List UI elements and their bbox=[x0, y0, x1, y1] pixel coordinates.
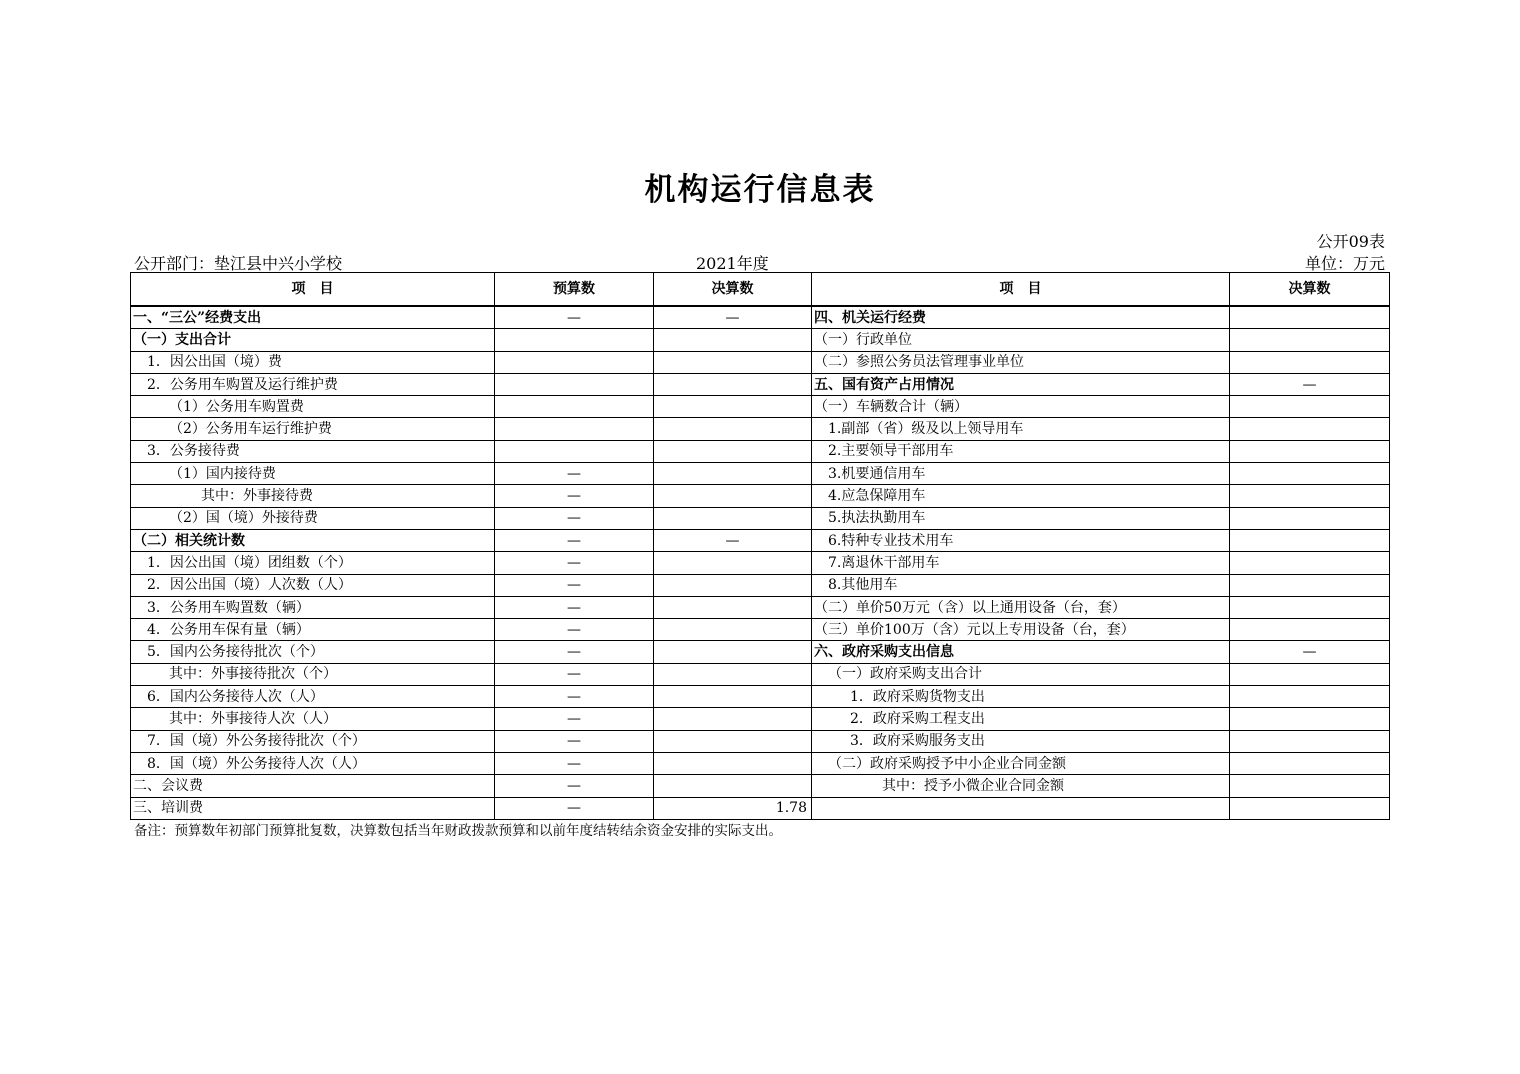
left-item-cell: 1．因公出国（境）费 bbox=[131, 351, 495, 373]
right-final-cell bbox=[1230, 708, 1390, 730]
left-item-cell: （2）国（境）外接待费 bbox=[131, 507, 495, 529]
left-item-cell: 其中：外事接待费 bbox=[131, 485, 495, 507]
right-item-cell: （一）行政单位 bbox=[812, 329, 1230, 351]
header-left-item: 项 目 bbox=[131, 273, 495, 307]
left-item-cell: 3．公务接待费 bbox=[131, 440, 495, 462]
table-row bbox=[131, 463, 1390, 485]
budget-cell bbox=[495, 418, 654, 440]
final-cell bbox=[654, 373, 812, 395]
right-final-cell bbox=[1230, 463, 1390, 485]
table-row bbox=[131, 440, 1390, 462]
form-number: 公开09表 bbox=[1316, 232, 1385, 251]
table-row bbox=[131, 775, 1390, 797]
left-item-cell: 8．国（境）外公务接待人次（人） bbox=[131, 752, 495, 774]
final-cell bbox=[654, 641, 812, 663]
header-right-final: 决算数 bbox=[1230, 273, 1390, 307]
budget-cell: — bbox=[495, 574, 654, 596]
budget-cell bbox=[495, 373, 654, 395]
left-item-cell: （2）公务用车运行维护费 bbox=[131, 418, 495, 440]
right-item-cell: （一）政府采购支出合计 bbox=[812, 663, 1230, 685]
left-item-cell: 5．国内公务接待批次（个） bbox=[131, 641, 495, 663]
table-row bbox=[131, 507, 1390, 529]
right-final-cell bbox=[1230, 663, 1390, 685]
right-item-cell: 7.离退休干部用车 bbox=[812, 552, 1230, 574]
right-final-cell bbox=[1230, 552, 1390, 574]
right-item-cell: 4.应急保障用车 bbox=[812, 485, 1230, 507]
right-item-cell bbox=[812, 797, 1230, 819]
table-row bbox=[131, 574, 1390, 596]
right-final-cell bbox=[1230, 529, 1390, 551]
table-row bbox=[131, 373, 1390, 395]
budget-cell: — bbox=[495, 708, 654, 730]
right-item-cell: 1．政府采购货物支出 bbox=[812, 686, 1230, 708]
right-final-cell bbox=[1230, 306, 1390, 329]
right-final-cell bbox=[1230, 797, 1390, 819]
right-final-cell bbox=[1230, 574, 1390, 596]
budget-cell: — bbox=[495, 529, 654, 551]
right-item-cell: 六、政府采购支出信息 bbox=[812, 641, 1230, 663]
right-item-cell: 6.特种专业技术用车 bbox=[812, 529, 1230, 551]
budget-cell: — bbox=[495, 552, 654, 574]
right-item-cell: 其中：授予小微企业合同金额 bbox=[812, 775, 1230, 797]
table-row bbox=[131, 552, 1390, 574]
budget-cell bbox=[495, 329, 654, 351]
right-final-cell bbox=[1230, 351, 1390, 373]
final-cell bbox=[654, 574, 812, 596]
right-final-cell bbox=[1230, 596, 1390, 618]
right-item-cell: 3．政府采购服务支出 bbox=[812, 730, 1230, 752]
table-row bbox=[131, 418, 1390, 440]
left-item-cell: 7．国（境）外公务接待批次（个） bbox=[131, 730, 495, 752]
table-row bbox=[131, 306, 1390, 329]
right-item-cell: 四、机关运行经费 bbox=[812, 306, 1230, 329]
right-item-cell: 5.执法执勤用车 bbox=[812, 507, 1230, 529]
final-cell: — bbox=[654, 529, 812, 551]
right-final-cell bbox=[1230, 730, 1390, 752]
table-body bbox=[131, 306, 1390, 819]
budget-cell: — bbox=[495, 686, 654, 708]
table-row bbox=[131, 708, 1390, 730]
left-item-cell: 二、会议费 bbox=[131, 775, 495, 797]
budget-cell bbox=[495, 440, 654, 462]
final-cell bbox=[654, 775, 812, 797]
right-item-cell: （二）参照公务员法管理事业单位 bbox=[812, 351, 1230, 373]
budget-cell: — bbox=[495, 797, 654, 819]
right-item-cell: 五、国有资产占用情况 bbox=[812, 373, 1230, 395]
budget-cell bbox=[495, 351, 654, 373]
final-cell bbox=[654, 552, 812, 574]
budget-cell: — bbox=[495, 596, 654, 618]
page-title: 机构运行信息表 bbox=[644, 172, 876, 208]
right-item-cell: （一）车辆数合计（辆） bbox=[812, 396, 1230, 418]
header-right-item: 项 目 bbox=[812, 273, 1230, 307]
left-item-cell: （一）支出合计 bbox=[131, 329, 495, 351]
final-cell bbox=[654, 663, 812, 685]
info-table bbox=[130, 272, 1390, 820]
final-cell bbox=[654, 708, 812, 730]
right-item-cell: （二）政府采购授予中小企业合同金额 bbox=[812, 752, 1230, 774]
table-row bbox=[131, 396, 1390, 418]
right-final-cell bbox=[1230, 619, 1390, 641]
department-label: 公开部门：垫江县中兴小学校 bbox=[134, 254, 343, 273]
final-cell bbox=[654, 596, 812, 618]
final-cell bbox=[654, 730, 812, 752]
right-item-cell: 2.主要领导干部用车 bbox=[812, 440, 1230, 462]
budget-cell: — bbox=[495, 485, 654, 507]
right-final-cell bbox=[1230, 418, 1390, 440]
budget-cell: — bbox=[495, 730, 654, 752]
final-cell bbox=[654, 485, 812, 507]
table-row bbox=[131, 329, 1390, 351]
budget-cell: — bbox=[495, 663, 654, 685]
right-item-cell: 8.其他用车 bbox=[812, 574, 1230, 596]
right-final-cell bbox=[1230, 752, 1390, 774]
left-item-cell: 三、培训费 bbox=[131, 797, 495, 819]
left-item-cell: 其中：外事接待人次（人） bbox=[131, 708, 495, 730]
left-item-cell: 一、“三公”经费支出 bbox=[131, 306, 495, 329]
header-final: 决算数 bbox=[654, 273, 812, 307]
table-row bbox=[131, 686, 1390, 708]
unit-label: 单位：万元 bbox=[1304, 254, 1385, 273]
table-row bbox=[131, 730, 1390, 752]
right-final-cell bbox=[1230, 440, 1390, 462]
right-final-cell: — bbox=[1230, 373, 1390, 395]
left-item-cell: （1）国内接待费 bbox=[131, 463, 495, 485]
table-row bbox=[131, 619, 1390, 641]
right-final-cell bbox=[1230, 329, 1390, 351]
right-final-cell bbox=[1230, 507, 1390, 529]
table-row bbox=[131, 752, 1390, 774]
final-cell: 1.78 bbox=[654, 797, 812, 819]
final-cell bbox=[654, 507, 812, 529]
right-final-cell: — bbox=[1230, 641, 1390, 663]
left-item-cell: 2．因公出国（境）人次数（人） bbox=[131, 574, 495, 596]
final-cell bbox=[654, 329, 812, 351]
table-row bbox=[131, 529, 1390, 551]
budget-cell: — bbox=[495, 463, 654, 485]
final-cell bbox=[654, 396, 812, 418]
right-final-cell bbox=[1230, 396, 1390, 418]
footnote: 备注：预算数年初部门预算批复数，决算数包括当年财政拨款预算和以前年度结转结余资金安排的实际支出。 bbox=[134, 823, 782, 839]
left-item-cell: 3．公务用车购置数（辆） bbox=[131, 596, 495, 618]
final-cell bbox=[654, 463, 812, 485]
budget-cell: — bbox=[495, 752, 654, 774]
right-item-cell: 3.机要通信用车 bbox=[812, 463, 1230, 485]
right-final-cell bbox=[1230, 686, 1390, 708]
right-final-cell bbox=[1230, 485, 1390, 507]
left-item-cell: 其中：外事接待批次（个） bbox=[131, 663, 495, 685]
table-header-row bbox=[131, 273, 1390, 307]
left-item-cell: （1）公务用车购置费 bbox=[131, 396, 495, 418]
budget-cell: — bbox=[495, 775, 654, 797]
right-final-cell bbox=[1230, 775, 1390, 797]
budget-cell bbox=[495, 396, 654, 418]
table-row bbox=[131, 663, 1390, 685]
final-cell bbox=[654, 440, 812, 462]
final-cell bbox=[654, 686, 812, 708]
right-item-cell: 2．政府采购工程支出 bbox=[812, 708, 1230, 730]
budget-cell: — bbox=[495, 507, 654, 529]
header-budget: 预算数 bbox=[495, 273, 654, 307]
final-cell: — bbox=[654, 306, 812, 329]
right-item-cell: 1.副部（省）级及以上领导用车 bbox=[812, 418, 1230, 440]
budget-cell: — bbox=[495, 641, 654, 663]
final-cell bbox=[654, 351, 812, 373]
year-label: 2021年度 bbox=[696, 254, 769, 273]
left-item-cell: 6．国内公务接待人次（人） bbox=[131, 686, 495, 708]
left-item-cell: 1．因公出国（境）团组数（个） bbox=[131, 552, 495, 574]
final-cell bbox=[654, 418, 812, 440]
left-item-cell: 4．公务用车保有量（辆） bbox=[131, 619, 495, 641]
table-row bbox=[131, 351, 1390, 373]
table-row bbox=[131, 641, 1390, 663]
left-item-cell: 2．公务用车购置及运行维护费 bbox=[131, 373, 495, 395]
table-row bbox=[131, 485, 1390, 507]
right-item-cell: （二）单价50万元（含）以上通用设备（台，套） bbox=[812, 596, 1230, 618]
budget-cell: — bbox=[495, 619, 654, 641]
final-cell bbox=[654, 752, 812, 774]
table-row bbox=[131, 797, 1390, 819]
left-item-cell: （二）相关统计数 bbox=[131, 529, 495, 551]
table-row bbox=[131, 596, 1390, 618]
budget-cell: — bbox=[495, 306, 654, 329]
right-item-cell: （三）单价100万（含）元以上专用设备（台，套） bbox=[812, 619, 1230, 641]
final-cell bbox=[654, 619, 812, 641]
